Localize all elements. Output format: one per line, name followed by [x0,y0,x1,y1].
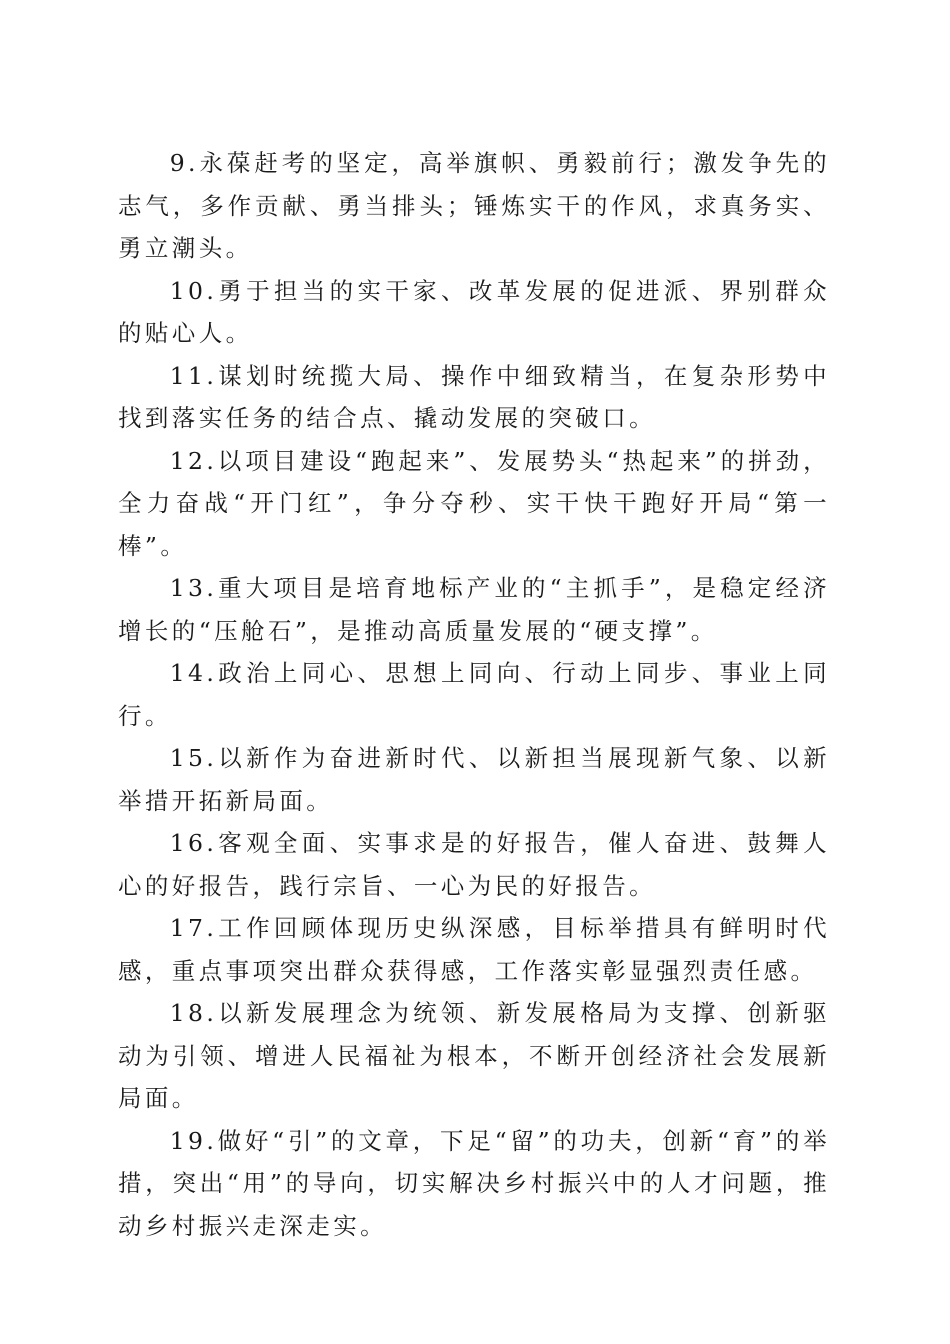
paragraph-11: 11.谋划时统揽大局、操作中细致精当，在复杂形势中找到落实任务的结合点、撬动发展的突破口。 [118,361,830,432]
paragraph-13: 13.重大项目是培育地标产业的“主抓手”，是稳定经济增长的“压舱石”，是推动高质量发展的“硬支撑”。 [118,574,830,645]
paragraph-10: 10.勇于担当的实干家、改革发展的促进派、界别群众的贴心人。 [118,276,830,347]
paragraph-12: 12.以项目建设“跑起来”、发展势头“热起来”的拼劲，全力奋战“开门红”，争分夺秒、实干快干跑好开局“第一棒”。 [118,446,830,560]
document-body [118,142,830,1247]
paragraph-16: 16.客观全面、实事求是的好报告，催人奋进、鼓舞人心的好报告，践行宗旨、一心为民的好报告。 [118,829,830,900]
paragraph-17: 17.工作回顾体现历史纵深感，目标举措具有鲜明时代感，重点事项突出群众获得感，工作落实彰显强烈责任感。 [118,914,830,985]
paragraph-19: 19.做好“引”的文章，下足“留”的功夫，创新“育”的举措，突出“用”的导向，切实解决乡村振兴中的人才问题，推动乡村振兴走深走实。 [118,1126,830,1240]
paragraph-9: 9.永葆赶考的坚定，高举旗帜、勇毅前行；激发争先的志气，多作贡献、勇当排头；锤炼实干的作风，求真务实、勇立潮头。 [118,149,830,262]
paragraph-18: 18.以新发展理念为统领、新发展格局为支撑、创新驱动为引领、增进人民福祉为根本，不断开创经济社会发展新局面。 [118,999,830,1112]
paragraph-15: 15.以新作为奋进新时代、以新担当展现新气象、以新举措开拓新局面。 [118,744,830,815]
paragraph-14: 14.政治上同心、思想上同向、行动上同步、事业上同行。 [118,659,830,730]
